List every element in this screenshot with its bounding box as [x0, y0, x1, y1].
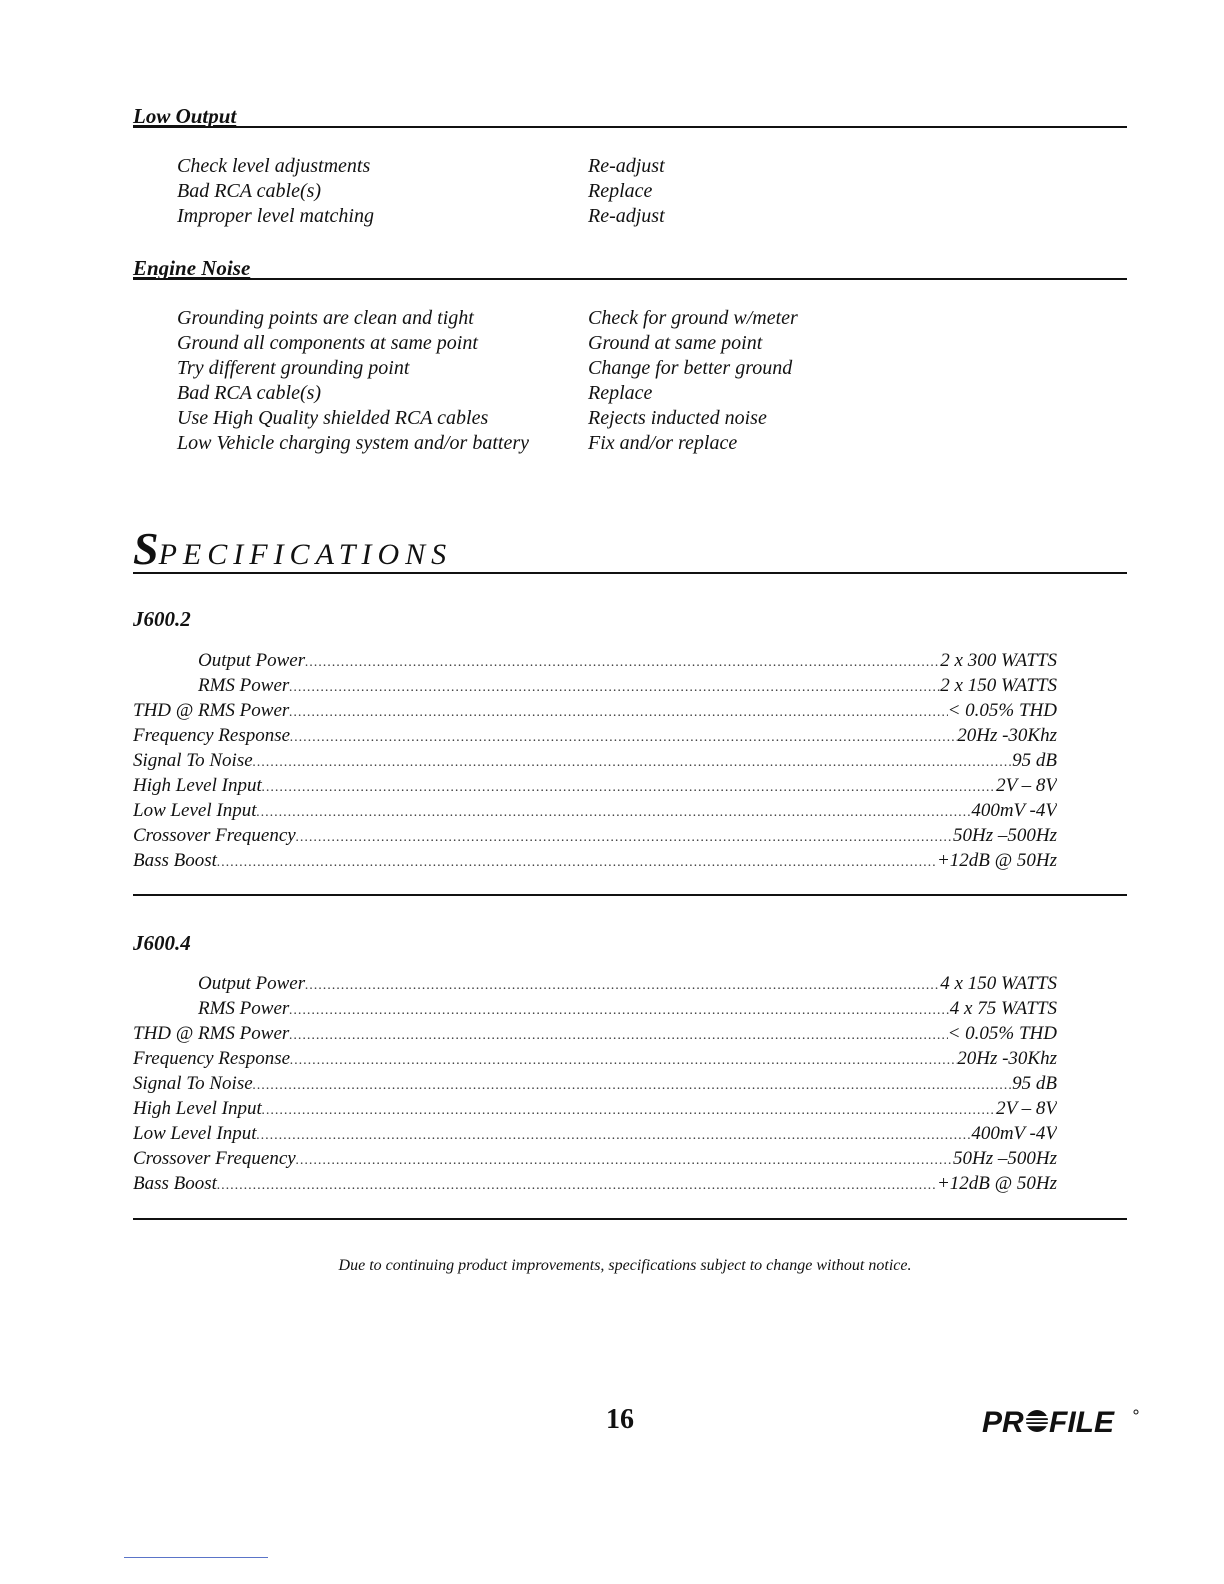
table-row	[177, 406, 877, 431]
dot-leader	[217, 1173, 937, 1196]
spec-value: < 0.05% THD	[947, 700, 1057, 721]
spec-label: Bass Boost	[133, 1173, 217, 1194]
spec-label: High Level Input	[133, 1098, 262, 1119]
remedy-text: Replace	[588, 382, 653, 404]
spec-label: RMS Power	[198, 675, 290, 696]
spec-row	[133, 1171, 1057, 1196]
table-row	[177, 306, 877, 331]
spec-row	[133, 723, 1057, 748]
spec-label: Frequency Response	[133, 1048, 291, 1069]
spec-row	[133, 848, 1057, 873]
engine-noise-heading-text: Engine Noise	[133, 256, 251, 280]
cause-text: Bad RCA cable(s)	[177, 180, 322, 202]
svg-text:FILE: FILE	[1049, 1406, 1114, 1439]
profile-logo	[982, 1403, 1142, 1439]
spec-value: < 0.05% THD	[947, 1023, 1057, 1044]
table-row	[177, 331, 877, 356]
spec-label: THD @ RMS Power	[133, 700, 290, 721]
dot-leader	[290, 1048, 957, 1071]
table-row	[177, 381, 877, 406]
dot-leader	[289, 998, 949, 1021]
spec-label: Crossover Frequency	[133, 1148, 296, 1169]
low-output-heading	[133, 104, 1127, 128]
spec-value: +12dB @ 50Hz	[936, 850, 1057, 871]
low-output-heading-text: Low Output	[133, 104, 237, 128]
spec-row	[133, 773, 1057, 798]
cause-text: Improper level matching	[177, 205, 374, 227]
spec-value: +12dB @ 50Hz	[936, 1173, 1057, 1194]
spec-row	[133, 823, 1057, 848]
remedy-text: Fix and/or replace	[588, 432, 738, 454]
dot-leader	[289, 700, 947, 723]
section-divider	[133, 894, 1127, 896]
dot-leader	[289, 1023, 947, 1046]
cause-text: Use High Quality shielded RCA cables	[177, 407, 489, 429]
specifications-title	[133, 523, 1127, 574]
remedy-text: Replace	[588, 180, 653, 202]
spec-value: 2 x 150 WATTS	[940, 675, 1057, 696]
svg-text:PR: PR	[982, 1406, 1024, 1439]
spec-row	[133, 1021, 1057, 1046]
dot-leader	[253, 1073, 1012, 1096]
cause-text: Grounding points are clean and tight	[177, 307, 474, 329]
low-output-table	[177, 154, 877, 229]
spec-value: 4 x 150 WATTS	[940, 973, 1057, 994]
remedy-text: Rejects inducted noise	[588, 407, 767, 429]
engine-noise-heading	[133, 256, 1127, 280]
dot-leader	[289, 675, 940, 698]
spec-value: 20Hz -30Khz	[957, 725, 1057, 746]
cause-text: Check level adjustments	[177, 155, 371, 177]
spec-value: 2V – 8V	[996, 775, 1057, 796]
engine-noise-table	[177, 306, 877, 456]
spec-value: 95 dB	[1012, 750, 1057, 771]
spec-row	[133, 698, 1057, 723]
spec-row	[133, 1096, 1057, 1121]
spec-row	[133, 1046, 1057, 1071]
spec-row	[133, 996, 1057, 1021]
remedy-text: Check for ground w/meter	[588, 307, 798, 329]
spec-label: Low Level Input	[133, 1123, 257, 1144]
table-row	[177, 179, 877, 204]
spec-value: 2 x 300 WATTS	[940, 650, 1057, 671]
spec-row	[133, 1071, 1057, 1096]
cause-text: Ground all components at same point	[177, 332, 478, 354]
dot-leader	[305, 973, 940, 996]
spec-label: Signal To Noise	[133, 1073, 253, 1094]
spec-list-j600-4	[133, 971, 1057, 1196]
spec-row	[133, 1146, 1057, 1171]
dot-leader	[262, 1098, 996, 1121]
dot-leader	[296, 825, 953, 848]
spec-label: Bass Boost	[133, 850, 217, 871]
spec-value: 20Hz -30Khz	[957, 1048, 1057, 1069]
specification-notice: Due to continuing product improvements, specifications subject to change without notice.	[338, 1257, 912, 1274]
remedy-text: Re-adjust	[588, 155, 665, 177]
specifications-title-rest: PECIFICATIONS	[158, 538, 453, 571]
spec-row	[133, 798, 1057, 823]
spec-value: 400mV -4V	[971, 1123, 1057, 1144]
spec-label: Crossover Frequency	[133, 825, 296, 846]
dot-leader	[257, 1123, 972, 1146]
logo-disc-icon	[1025, 1410, 1049, 1432]
dot-leader	[257, 800, 972, 823]
spec-value: 50Hz –500Hz	[953, 1148, 1057, 1169]
footer-line	[124, 1557, 268, 1558]
spec-row	[133, 1121, 1057, 1146]
spec-value: 400mV -4V	[971, 800, 1057, 821]
table-row	[177, 431, 877, 456]
spec-label: Low Level Input	[133, 800, 257, 821]
model-name-j600-2: J600.2	[133, 607, 191, 631]
section-divider	[133, 1218, 1127, 1220]
remedy-text: Change for better ground	[588, 357, 793, 379]
spec-list-j600-2	[133, 648, 1057, 873]
dot-leader	[305, 650, 940, 673]
spec-value: 95 dB	[1012, 1073, 1057, 1094]
cause-text: Bad RCA cable(s)	[177, 382, 322, 404]
dot-leader	[262, 775, 996, 798]
spec-row	[133, 971, 1057, 996]
remedy-text: Ground at same point	[588, 332, 763, 354]
spec-label: Output Power	[198, 973, 306, 994]
table-row	[177, 154, 877, 179]
specifications-title-initial: S	[133, 523, 159, 574]
cause-text: Try different grounding point	[177, 357, 410, 379]
spec-label: High Level Input	[133, 775, 262, 796]
spec-value: 4 x 75 WATTS	[949, 998, 1057, 1019]
spec-value: 2V – 8V	[996, 1098, 1057, 1119]
spec-row	[133, 648, 1057, 673]
dot-leader	[290, 725, 957, 748]
page-number: 16	[606, 1404, 634, 1435]
dot-leader	[296, 1148, 953, 1171]
spec-label: Frequency Response	[133, 725, 291, 746]
cause-text: Low Vehicle charging system and/or battery	[177, 432, 529, 454]
remedy-text: Re-adjust	[588, 205, 665, 227]
spec-label: Signal To Noise	[133, 750, 253, 771]
spec-label: THD @ RMS Power	[133, 1023, 290, 1044]
table-row	[177, 204, 877, 229]
spec-row	[133, 748, 1057, 773]
spec-label: Output Power	[198, 650, 306, 671]
spec-label: RMS Power	[198, 998, 290, 1019]
model-name-j600-4: J600.4	[133, 931, 191, 955]
spec-row	[133, 673, 1057, 698]
spec-value: 50Hz –500Hz	[953, 825, 1057, 846]
dot-leader	[217, 850, 937, 873]
table-row	[177, 356, 877, 381]
dot-leader	[253, 750, 1012, 773]
